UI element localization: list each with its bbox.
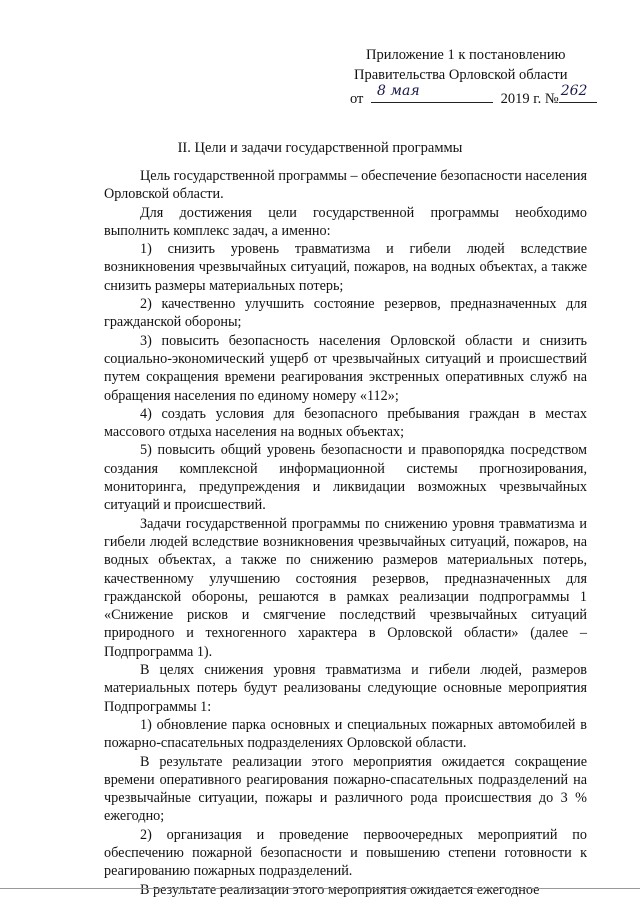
section-heading: II. Цели и задачи государственной программы xyxy=(177,140,463,156)
header-line-1: Приложение 1 к постановлению xyxy=(366,47,566,63)
paragraph: 5) повысить общий уровень безопасности и правопорядка посредством создания комплексной информационной системы прогнозирования, мониторинга, предупреждения и ликвидации возможных чрезвычайных ситуаций и происшествий. xyxy=(104,442,587,514)
header-line-2: Правительства Орловской области xyxy=(354,67,568,83)
paragraph: Цель государственной программы – обеспечение безопасности населения Орловской области. xyxy=(104,168,587,203)
paragraph: Для достижения цели государственной программы необходимо выполнить комплекс задач, а именно: xyxy=(104,204,587,239)
paragraph: В результате реализации этого мероприятия ожидается ежегодное xyxy=(140,881,540,898)
paragraph: В целях снижения уровня травматизма и гибели людей, размеров материальных потерь будут реализованы следующие основные мероприятия Подпрограммы 1: xyxy=(104,662,587,715)
paragraph: 1) обновление парка основных и специальных пожарных автомобилей в пожарно-спасательных подразделениях Орловской области. xyxy=(104,716,587,752)
date-blank xyxy=(371,83,493,103)
handwritten-number: 262 xyxy=(560,83,588,99)
year-number-label: 2019 г. № xyxy=(500,91,559,107)
paragraph: В результате реализации этого мероприятия ожидается сокращение времени оперативного реагирования пожарно-спасательных подразделений на чрезвычайные ситуации, пожары и различного рода происшествия до 3 % ежегодно; xyxy=(104,753,587,825)
paragraph: 1) снизить уровень травматизма и гибели людей вследствие возникновения чрезвычайных ситуаций, пожаров, на водных объектах, а также снизить размеры материальных потерь; xyxy=(104,241,587,294)
paragraph: 3) повысить безопасность населения Орловской области и снизить социально-экономический ущерб от чрезвычайных ситуаций и происшествий путем сокращения времени реагирования экстренных оперативных служб на обращения населения по единому номеру «112»; xyxy=(104,332,587,404)
header-date-line xyxy=(350,83,597,109)
paragraph: 2) качественно улучшить состояние резервов, предназначенных для гражданской обороны; xyxy=(104,296,587,331)
paragraph: Задачи государственной программы по снижению уровня травматизма и гибели людей вследствие возникновения чрезвычайных ситуаций, пожаров, на водных объектах, а также по снижению размеров материальных потерь, качественному улучшению состояния резервов, предназначенных для гражданской обороны, решаются в рамках реализации подпрограммы 1 «Снижение рисков и смягчение последствий чрезвычайных ситуаций природного и техногенного характера в Орловской области» (далее – Подпрограмма 1). xyxy=(104,515,587,660)
paragraph: 4) создать условия для безопасного пребывания граждан в местах массового отдыха населения на водных объектах; xyxy=(104,405,587,441)
paragraph: 2) организация и проведение первоочередных мероприятий по обеспечению пожарной безопасности и повышению степени готовности к реагированию пожарных подразделений. xyxy=(104,826,587,880)
page-bottom-rule xyxy=(0,888,640,889)
document-body xyxy=(104,167,587,899)
from-label: от xyxy=(350,91,364,107)
number-blank xyxy=(559,83,597,103)
handwritten-date: 8 мая xyxy=(377,83,420,99)
